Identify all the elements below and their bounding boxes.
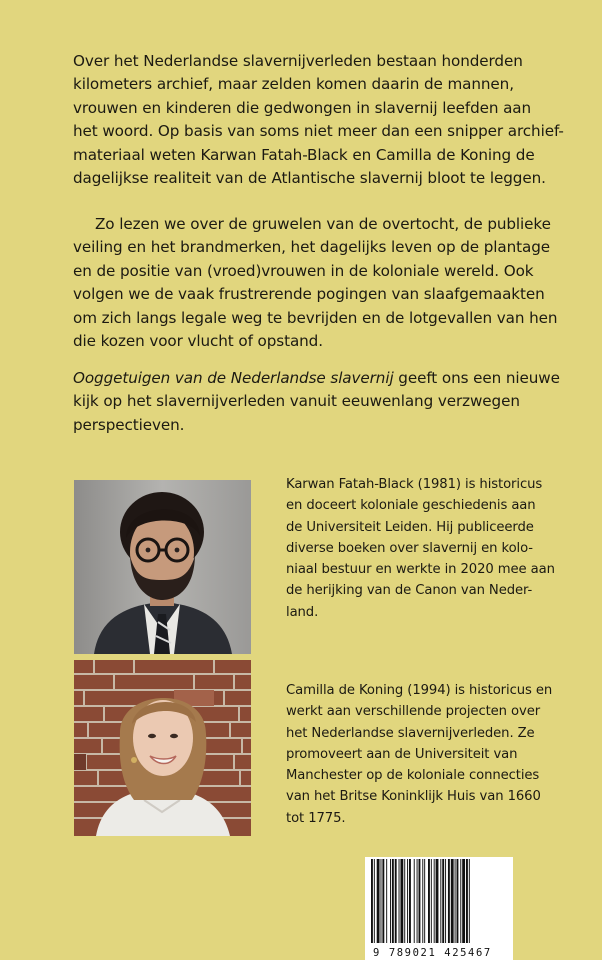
barcode-bar <box>404 859 405 943</box>
barcode-bar <box>466 859 468 943</box>
book-title: Ooggetuigen van de Nederlandse slavernij <box>73 369 394 387</box>
barcode-bar <box>428 859 430 943</box>
blurb-line: dagelijkse realiteit van de Atlantische slavernij bloot te leggen. <box>73 169 546 188</box>
barcode-bar <box>424 859 425 943</box>
barcode-bar <box>399 859 400 943</box>
blurb-paragraph-1 <box>73 50 564 190</box>
barcode-bar <box>440 859 441 943</box>
bio-line: land. <box>286 604 319 620</box>
blurb-line: Over het Nederlandse slavernijverleden bestaan honderden <box>73 52 523 70</box>
author-bio-karwan <box>286 474 576 623</box>
barcode-bar <box>382 859 384 943</box>
barcode-bar <box>462 859 465 943</box>
blurb-line: om zich langs legale weg te bevrijden en de lotgevallen van hen <box>73 308 558 327</box>
barcode-bar <box>381 859 382 943</box>
bio-line: diverse boeken over slavernij en kolo- <box>286 540 533 556</box>
barcode-bar <box>448 859 450 943</box>
author-portrait-1-image <box>74 480 251 654</box>
blurb-line: perspectieven. <box>73 415 185 434</box>
bio-line: niaal bestuur en werkte in 2020 mee aan <box>286 562 555 578</box>
bio-line: promoveert aan de Universiteit van <box>286 746 518 762</box>
bio-line: en doceert koloniale geschiedenis aan <box>286 498 536 514</box>
blurb-line: Zo lezen we over de gruwelen van de overtocht, de publieke <box>95 215 551 233</box>
blurb-line: vrouwen en kinderen die gedwongen in slavernij leefden aan <box>73 98 532 117</box>
barcode-bar <box>417 859 418 943</box>
blurb-line: volgen we de vaak frustrerende pogingen van slaafgemaakten <box>73 285 545 304</box>
barcode-bar <box>422 859 423 943</box>
bio-line: Camilla de Koning (1994) is historicus en <box>286 683 553 698</box>
author-portrait-2-image <box>74 660 251 836</box>
bio-line: Manchester op de koloniale connecties <box>286 768 540 784</box>
barcode-bar <box>434 859 435 943</box>
blurb-line: het woord. Op basis van soms niet meer dan een snipper archief- <box>73 122 564 141</box>
blurb-line: materiaal weten Karwan Fatah-Black en Camilla de Koning de <box>73 145 535 164</box>
barcode-bar <box>455 859 456 943</box>
barcode-bar <box>451 859 454 943</box>
bio-line: Karwan Fatah-Black (1981) is historicus <box>286 477 543 492</box>
blurb-line: en de positie van (vroed)vrouwen in de koloniale wereld. Ook <box>73 261 534 280</box>
barcode-bars <box>365 859 513 947</box>
bio-line: van het Britse Koninklijk Huis van 1660 <box>286 789 541 805</box>
bio-line: de herijking van de Canon van Neder- <box>286 583 533 599</box>
blurb-paragraph-2 <box>73 213 558 353</box>
bio-line: tot 1775. <box>286 810 346 826</box>
bio-line: het Nederlandse slavernijverleden. Ze <box>286 725 535 741</box>
barcode-bar <box>436 859 439 943</box>
barcode-bar <box>419 859 421 943</box>
barcode-bar <box>400 859 403 943</box>
barcode-bar <box>377 859 380 943</box>
blurb-line: die kozen voor vlucht of opstand. <box>73 332 323 351</box>
barcode-bar <box>395 859 397 943</box>
blurb-line: veiling en het brandmerken, het dagelijks leven op de plantage <box>73 238 550 257</box>
barcode-bar <box>414 859 415 943</box>
barcode-bar <box>442 859 444 943</box>
bio-line: de Universiteit Leiden. Hij publiceerde <box>286 519 534 535</box>
barcode-bar <box>374 859 375 943</box>
author-photo-camilla <box>74 660 251 836</box>
barcode-bar <box>457 859 459 943</box>
barcode-bar <box>445 859 446 943</box>
blurb-paragraph-3 <box>73 367 560 437</box>
barcode-bar <box>469 859 470 943</box>
barcode-bar <box>431 859 432 943</box>
blurb-line: kijk op het slavernijverleden vanuit eeuwenlang verzwegen <box>73 392 520 411</box>
barcode-bar <box>390 859 391 943</box>
barcode-bar <box>392 859 394 943</box>
isbn-barcode <box>365 857 513 960</box>
blurb-line-rest: geeft ons een nieuwe <box>393 369 560 387</box>
barcode-bar <box>460 859 461 943</box>
blurb-line: kilometers archief, maar zelden komen daarin de mannen, <box>73 75 514 94</box>
barcode-bar <box>386 859 387 943</box>
barcode-bar <box>409 859 411 943</box>
barcode-bar <box>371 859 373 943</box>
author-photo-karwan <box>74 480 251 654</box>
barcode-bar <box>407 859 408 943</box>
blurb-line <box>73 367 560 390</box>
author-bio-camilla <box>286 680 576 829</box>
bio-line: werkt aan verschillende projecten over <box>286 704 541 720</box>
isbn-number: 9 789021 425467 <box>373 947 492 959</box>
